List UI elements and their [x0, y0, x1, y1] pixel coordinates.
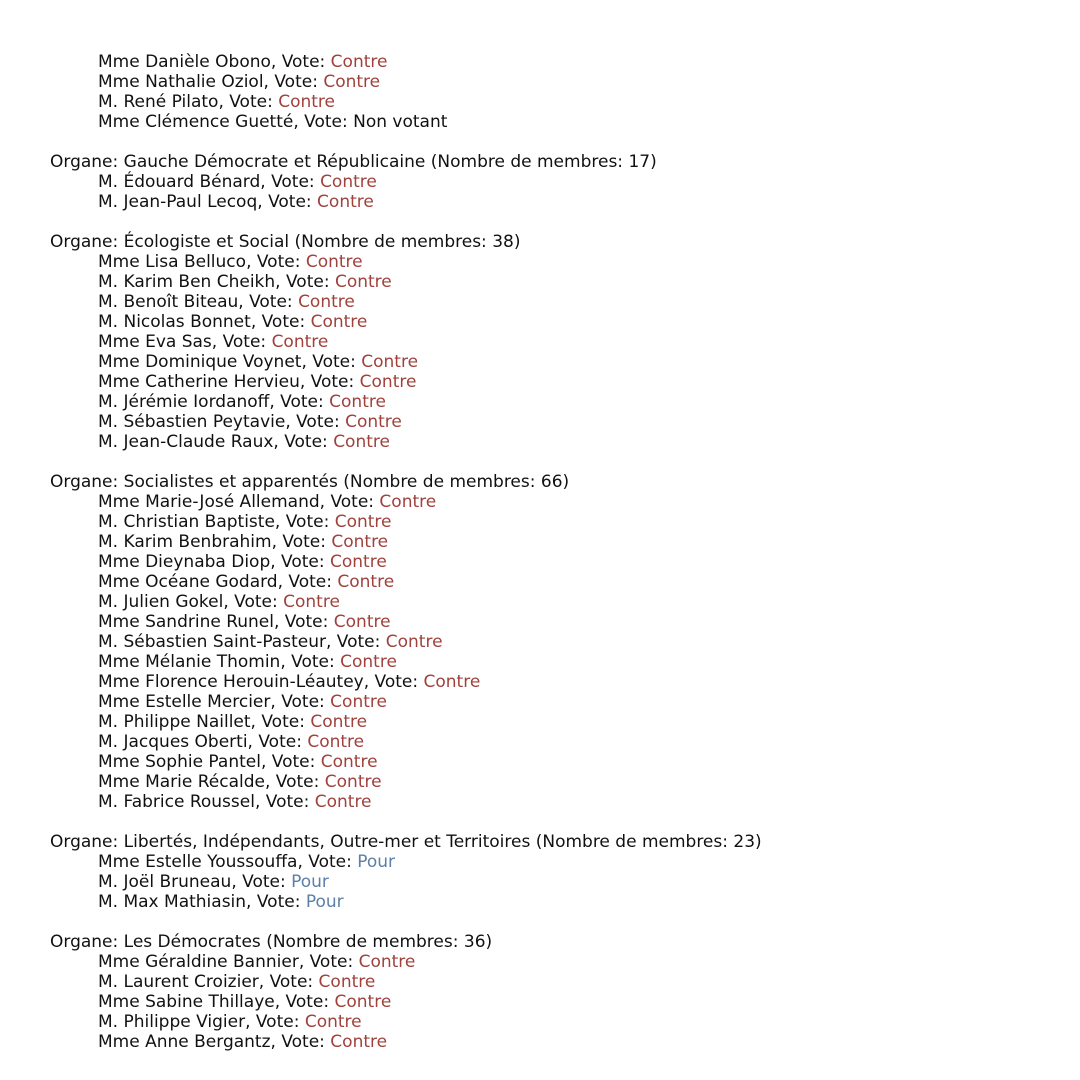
group-header [50, 832, 762, 852]
member-row [50, 632, 762, 652]
member-name: Mme Catherine Hervieu [98, 372, 300, 392]
vote-label: , Vote: [260, 752, 321, 772]
vote-label: , Vote: [245, 1012, 305, 1032]
vote-value: Contre [340, 652, 397, 672]
vote-label: , Vote: [258, 972, 319, 992]
member-name: M. Philippe Vigier [98, 1012, 246, 1032]
vote-label: , Vote: [247, 732, 308, 752]
group-name: Les Démocrates [123, 932, 261, 952]
section-gap [50, 452, 762, 472]
vote-value: Contre [320, 172, 377, 192]
member-name: Mme Lisa Belluco [98, 252, 247, 272]
member-row [50, 852, 762, 872]
vote-value: Contre [314, 792, 372, 812]
member-row [50, 872, 762, 892]
member-name: M. Max Mathiasin [98, 892, 247, 912]
member-row [50, 112, 762, 132]
vote-value: Contre [361, 352, 419, 372]
vote-label: , Vote: [263, 72, 324, 92]
vote-value: Contre [379, 492, 437, 512]
vote-label: , Vote: [299, 372, 360, 392]
group-section [50, 52, 762, 132]
vote-value: Contre [334, 272, 392, 292]
group-name: Libertés, Indépendants, Outre-mer et Territoires [123, 832, 531, 852]
group-header [50, 232, 762, 252]
member-row [50, 352, 762, 372]
member-name: Mme Anne Bergantz [98, 1032, 271, 1052]
vote-value: Contre [310, 312, 368, 332]
members-count-close: ) [562, 472, 570, 492]
members-count-close: ) [650, 152, 657, 172]
member-name: M. Philippe Naillet [98, 712, 251, 732]
group-section [50, 132, 762, 212]
member-row [50, 612, 762, 632]
members-count-label: (Nombre de membres: [289, 232, 493, 252]
organe-label: Organe: [50, 932, 124, 952]
group-section [50, 912, 762, 1052]
vote-value: Contre [385, 632, 443, 652]
organe-label: Organe: [50, 152, 124, 172]
member-name: Mme Nathalie Oziol [98, 72, 264, 92]
member-name: M. Nicolas Bonnet [98, 312, 251, 332]
vote-value: Contre [324, 772, 382, 792]
member-name: M. Jean-Paul Lecoq [98, 192, 258, 212]
member-row [50, 992, 762, 1012]
member-row [50, 432, 762, 452]
vote-value: Contre [278, 92, 336, 112]
member-name: Mme Estelle Youssouffa [98, 852, 298, 872]
vote-label: , Vote: [319, 492, 380, 512]
member-row [50, 692, 762, 712]
vote-value: Contre [323, 72, 381, 92]
member-row [50, 1032, 762, 1052]
vote-value: Contre [318, 972, 376, 992]
member-row [50, 972, 762, 992]
member-name: Mme Marie-José Allemand [98, 492, 320, 512]
vote-value: Contre [330, 1032, 388, 1052]
vote-value: Contre [305, 252, 363, 272]
vote-value: Contre [283, 592, 340, 612]
vote-value: Contre [330, 692, 387, 712]
vote-label: , Vote: [270, 692, 331, 712]
vote-value: Contre [359, 372, 417, 392]
vote-value: Contre [304, 1012, 362, 1032]
vote-value: Contre [334, 992, 392, 1012]
member-row [50, 792, 762, 812]
group-header [50, 932, 762, 952]
group-section [50, 452, 762, 812]
member-name: M. Laurent Croizier [98, 972, 259, 992]
member-row [50, 712, 762, 732]
member-name: M. Sébastien Peytavie [98, 412, 286, 432]
vote-label: , Vote: [293, 112, 354, 132]
vote-label: , Vote: [246, 892, 306, 912]
vote-value: Contre [333, 432, 390, 452]
vote-label: , Vote: [280, 652, 341, 672]
vote-label: , Vote: [250, 312, 311, 332]
member-name: M. Joël Bruneau [98, 872, 232, 892]
vote-label: , Vote: [363, 672, 424, 692]
vote-label: , Vote: [246, 252, 306, 272]
vote-value: Pour [357, 852, 396, 872]
vote-label: , Vote: [260, 172, 321, 192]
vote-label: , Vote: [231, 872, 292, 892]
vote-value: Contre [317, 192, 374, 212]
member-name: M. Christian Baptiste [98, 512, 275, 532]
vote-label: , Vote: [285, 412, 346, 432]
member-row [50, 52, 762, 72]
member-name: Mme Mélanie Thomin [98, 652, 281, 672]
vote-value: Contre [298, 292, 355, 312]
vote-label: , Vote: [271, 532, 332, 552]
member-row [50, 752, 762, 772]
member-row [50, 552, 762, 572]
member-row [50, 512, 762, 532]
group-section [50, 212, 762, 452]
group-section [50, 812, 762, 912]
vote-list-document [50, 52, 762, 1052]
members-count-label: (Nombre de membres: [260, 932, 464, 952]
member-row [50, 252, 762, 272]
member-row [50, 372, 762, 392]
member-row [50, 572, 762, 592]
member-name: M. Jérémie Iordanoff [98, 392, 270, 412]
member-row [50, 532, 762, 552]
vote-value: Contre [271, 332, 329, 352]
section-gap [50, 912, 762, 932]
member-name: Mme Florence Herouin-Léautey [98, 672, 364, 692]
member-name: M. Karim Ben Cheikh [98, 272, 276, 292]
vote-value: Contre [330, 552, 387, 572]
vote-label: , Vote: [238, 292, 299, 312]
member-name: Mme Clémence Guetté [98, 112, 294, 132]
vote-label: , Vote: [269, 392, 330, 412]
member-row [50, 192, 762, 212]
member-name: M. Julien Gokel [98, 592, 224, 612]
member-row [50, 772, 762, 792]
member-name: Mme Dominique Voynet [98, 352, 302, 372]
member-name: M. René Pilato [98, 92, 219, 112]
vote-value: Pour [291, 872, 329, 892]
members-count: 38 [492, 232, 514, 252]
organe-label: Organe: [50, 832, 124, 852]
section-gap [50, 812, 762, 832]
member-row [50, 312, 762, 332]
vote-value: Contre [358, 952, 416, 972]
vote-label: , Vote: [301, 352, 362, 372]
vote-label: , Vote: [257, 192, 318, 212]
member-name: Mme Sandrine Runel [98, 612, 274, 632]
vote-value: Pour [305, 892, 344, 912]
vote-label: , Vote: [325, 632, 386, 652]
section-gap [50, 132, 762, 152]
vote-value: Contre [330, 52, 388, 72]
member-row [50, 952, 762, 972]
member-row [50, 412, 762, 432]
vote-label: , Vote: [218, 92, 279, 112]
vote-value: Contre [331, 532, 389, 552]
member-row [50, 172, 762, 192]
vote-label: , Vote: [298, 952, 359, 972]
vote-label: , Vote: [254, 792, 315, 812]
vote-label: , Vote: [274, 992, 335, 1012]
members-count-close: ) [755, 832, 762, 852]
group-name: Gauche Démocrate et Républicaine [123, 152, 426, 172]
members-count: 17 [628, 152, 651, 172]
member-row [50, 672, 762, 692]
vote-label: , Vote: [223, 592, 284, 612]
member-row [50, 892, 762, 912]
member-name: M. Édouard Bénard [98, 172, 261, 192]
vote-value: Contre [320, 752, 378, 772]
member-row [50, 732, 762, 752]
member-row [50, 332, 762, 352]
group-header [50, 472, 762, 492]
organe-label: Organe: [50, 232, 124, 252]
member-name: Mme Estelle Mercier [98, 692, 271, 712]
member-row [50, 72, 762, 92]
member-row [50, 392, 762, 412]
members-count-close: ) [513, 232, 521, 252]
vote-label: , Vote: [297, 852, 358, 872]
member-row [50, 492, 762, 512]
vote-value: Contre [333, 612, 391, 632]
member-name: Mme Danièle Obono [98, 52, 271, 72]
member-row [50, 292, 762, 312]
members-count: 36 [463, 932, 486, 952]
vote-label: , Vote: [270, 1032, 331, 1052]
vote-value: Contre [423, 672, 481, 692]
members-count-close: ) [485, 932, 493, 952]
vote-label: , Vote: [250, 712, 311, 732]
vote-label: , Vote: [270, 552, 331, 572]
vote-value: Contre [345, 412, 402, 432]
members-count-label: (Nombre de membres: [425, 152, 629, 172]
vote-label: , Vote: [275, 272, 335, 292]
member-name: M. Benoît Biteau [98, 292, 239, 312]
member-name: Mme Marie Récalde [98, 772, 265, 792]
member-name: M. Jacques Oberti [98, 732, 248, 752]
member-name: M. Fabrice Roussel [98, 792, 255, 812]
vote-value: Contre [310, 712, 368, 732]
vote-value: Contre [334, 512, 392, 532]
member-row [50, 92, 762, 112]
member-row [50, 652, 762, 672]
vote-label: , Vote: [211, 332, 272, 352]
member-row [50, 272, 762, 292]
vote-value: Non votant [353, 112, 448, 132]
member-name: M. Jean-Claude Raux [98, 432, 274, 452]
member-name: M. Karim Benbrahim [98, 532, 272, 552]
vote-label: , Vote: [274, 612, 334, 632]
member-name: Mme Océane Godard [98, 572, 278, 592]
group-header [50, 152, 762, 172]
group-name: Socialistes et apparentés [123, 472, 338, 492]
vote-label: , Vote: [277, 572, 338, 592]
member-name: Mme Sabine Thillaye [98, 992, 275, 1012]
organe-label: Organe: [50, 472, 124, 492]
vote-label: , Vote: [270, 52, 331, 72]
member-row [50, 1012, 762, 1032]
member-name: Mme Eva Sas [98, 332, 212, 352]
members-count: 23 [733, 832, 756, 852]
member-name: M. Sébastien Saint-Pasteur [98, 632, 326, 652]
member-row [50, 592, 762, 612]
member-name: Mme Sophie Pantel [98, 752, 261, 772]
vote-value: Contre [329, 392, 386, 412]
vote-value: Contre [307, 732, 365, 752]
vote-label: , Vote: [274, 512, 335, 532]
vote-value: Contre [337, 572, 395, 592]
member-name: Mme Géraldine Bannier [98, 952, 299, 972]
members-count-label: (Nombre de membres: [530, 832, 734, 852]
members-count-label: (Nombre de membres: [337, 472, 541, 492]
members-count: 66 [540, 472, 563, 492]
group-name: Écologiste et Social [123, 232, 290, 252]
section-gap [50, 212, 762, 232]
vote-label: , Vote: [273, 432, 334, 452]
vote-label: , Vote: [265, 772, 325, 792]
member-name: Mme Dieynaba Diop [98, 552, 271, 572]
